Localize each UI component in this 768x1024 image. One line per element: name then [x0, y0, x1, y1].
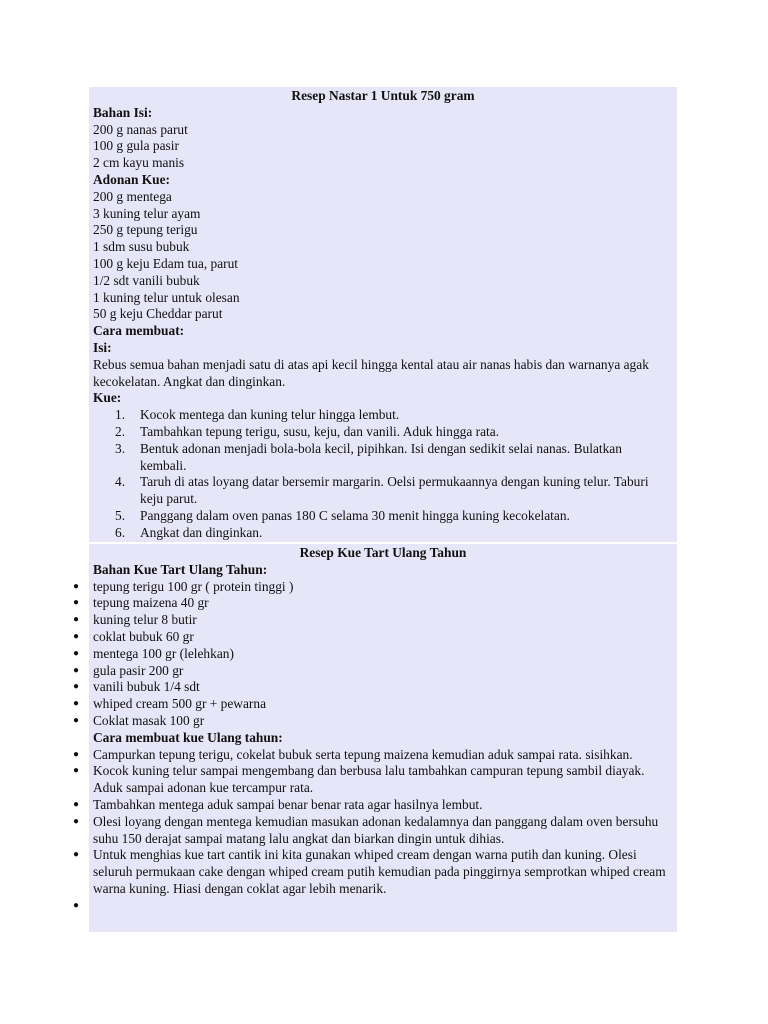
step-item: [93, 407, 671, 424]
method-item: [73, 796, 671, 814]
recipe-tart-block: [73, 544, 677, 932]
ingredient-text: coklat bubuk 60 gr: [93, 628, 194, 644]
filling-list: [93, 122, 671, 172]
method-text: Campurkan tepung terigu, cokelat bubuk serta tepung maizena kemudian aduk sampai rata. sisihkan.: [93, 746, 633, 762]
recipe-nastar-block: [89, 87, 677, 542]
ingredient-item: 1/2 sdt vanili bubuk: [93, 272, 200, 288]
ingredient-item: [73, 645, 671, 663]
bullet-icon: ●: [73, 748, 80, 760]
ingredient-text: tepung maizena 40 gr: [93, 595, 209, 611]
ingredients-heading: Bahan Kue Tart Ulang Tahun:: [93, 561, 268, 577]
ingredient-text: vanili bubuk 1/4 sdt: [93, 679, 200, 695]
ingredient-item: 250 g tepung terigu: [93, 222, 198, 238]
step-number: 5.: [115, 507, 126, 523]
ingredient-item: [73, 628, 671, 646]
method-text: Untuk menghias kue tart cantik ini kita gunakan whiped cream dengan warna putih dan kuning. Olesi seluruh permukaan cake dengan whiped cream putih kemudian pada pinggirnya semprotkan whiped cream warna kuning. Hiasi dengan coklat agar lebih menarik.: [93, 847, 666, 896]
ingredient-item: [73, 662, 671, 680]
bullet-icon: ●: [73, 698, 80, 710]
ingredient-item: [73, 578, 671, 596]
step-item: [93, 474, 671, 508]
step-item: [93, 508, 671, 525]
method-list: [73, 746, 671, 915]
ingredient-item: 200 g mentega: [93, 188, 172, 204]
dough-heading: Adonan Kue:: [93, 171, 171, 187]
isi-paragraph: Rebus semua bahan menjadi satu di atas api kecil hingga kental atau air nanas habis dan warnanya agak kecokelatan. Angkat dan dinginkan.: [93, 356, 649, 389]
bullet-icon: ●: [73, 664, 80, 676]
method-text: Tambahkan mentega aduk sampai benar benar rata agar hasilnya lembut.: [93, 796, 483, 812]
step-item: [93, 525, 671, 542]
filling-heading: Bahan Isi:: [93, 104, 153, 120]
bullet-icon: ●: [73, 714, 80, 726]
bullet-icon: ●: [73, 681, 80, 693]
bullet-icon: ●: [73, 647, 80, 659]
ingredient-item: 200 g nanas parut: [93, 121, 188, 137]
isi-heading: Isi:: [93, 339, 112, 355]
method-heading: Cara membuat kue Ulang tahun:: [93, 729, 283, 745]
ingredient-text: kuning telur 8 butir: [93, 612, 197, 628]
method-heading: Cara membuat:: [93, 323, 185, 339]
method-item: [73, 746, 671, 764]
step-text: Bentuk adonan menjadi bola-bola kecil, pipihkan. Isi dengan sedikit selai nanas. Bulatkan kembali.: [140, 440, 622, 473]
bullet-icon: ●: [73, 765, 80, 777]
ingredient-item: 1 kuning telur untuk olesan: [93, 289, 240, 305]
ingredient-item: [73, 696, 671, 713]
method-item: [73, 763, 671, 797]
method-text: Kocok kuning telur sampai mengembang dan berbusa lalu tambahkan campuran tepung sambil diayak. Aduk sampai adonan kue tercampur rata.: [93, 763, 645, 796]
step-item: [93, 441, 671, 475]
bullet-icon: ●: [73, 614, 80, 626]
method-item: [73, 847, 671, 897]
step-item: [93, 424, 671, 441]
ingredient-item: [73, 612, 671, 629]
step-number: 1.: [115, 407, 126, 423]
bullet-icon: ●: [73, 630, 80, 642]
step-text: Taruh di atas loyang datar bersemir margarin. Oelsi permukaannya dengan kuning telur. Taburi keju parut.: [140, 474, 649, 507]
bullet-icon: ●: [73, 580, 80, 592]
method-item: [73, 898, 671, 915]
bullet-icon: ●: [73, 899, 80, 911]
ingredient-text: whiped cream 500 gr + pewarna: [93, 696, 267, 712]
bullet-icon: ●: [73, 815, 80, 827]
ingredient-text: tepung terigu 100 gr ( protein tinggi ): [93, 578, 294, 594]
kue-heading: Kue:: [93, 390, 122, 406]
ingredient-text: mentega 100 gr (lelehkan): [93, 645, 234, 661]
ingredient-item: [73, 712, 671, 730]
step-text: Tambahkan tepung terigu, susu, keju, dan vanili. Aduk hingga rata.: [140, 423, 500, 439]
ingredient-text: gula pasir 200 gr: [93, 662, 184, 678]
bullet-icon: ●: [73, 597, 80, 609]
ingredient-item: [73, 679, 671, 696]
ingredient-item: 2 cm kayu manis: [93, 155, 185, 171]
step-number: 3.: [115, 440, 126, 456]
recipe-title: Resep Kue Tart Ulang Tahun: [299, 545, 467, 560]
step-text: Kocok mentega dan kuning telur hingga lembut.: [140, 407, 400, 423]
method-text: Olesi loyang dengan mentega kemudian masukan adonan kedalamnya dan panggang dalam oven bersuhu suhu 150 derajat sampai matang lalu angkat dan biarkan dingin untuk dihias.: [93, 813, 659, 846]
ingredient-item: 1 sdm susu bubuk: [93, 239, 190, 255]
method-item: [73, 813, 671, 848]
dough-list: [93, 189, 671, 323]
step-text: Panggang dalam oven panas 180 C selama 30 menit hingga kuning kecokelatan.: [140, 507, 570, 523]
ingredient-text: Coklat masak 100 gr: [93, 712, 205, 728]
ingredient-item: 50 g keju Cheddar parut: [93, 306, 223, 322]
ingredient-item: [73, 595, 671, 612]
ingredients-list: [73, 578, 671, 730]
ingredient-item: 100 g gula pasir: [93, 138, 179, 154]
step-text: Angkat dan dinginkan.: [140, 524, 263, 540]
step-number: 6.: [115, 524, 126, 540]
steps-list: [93, 407, 671, 541]
step-number: 4.: [115, 474, 126, 490]
ingredient-item: 3 kuning telur ayam: [93, 205, 201, 221]
recipe-title: Resep Nastar 1 Untuk 750 gram: [291, 88, 475, 103]
step-number: 2.: [115, 423, 126, 439]
bullet-icon: ●: [73, 849, 80, 861]
bullet-icon: ●: [73, 798, 80, 810]
ingredient-item: 100 g keju Edam tua, parut: [93, 255, 239, 271]
